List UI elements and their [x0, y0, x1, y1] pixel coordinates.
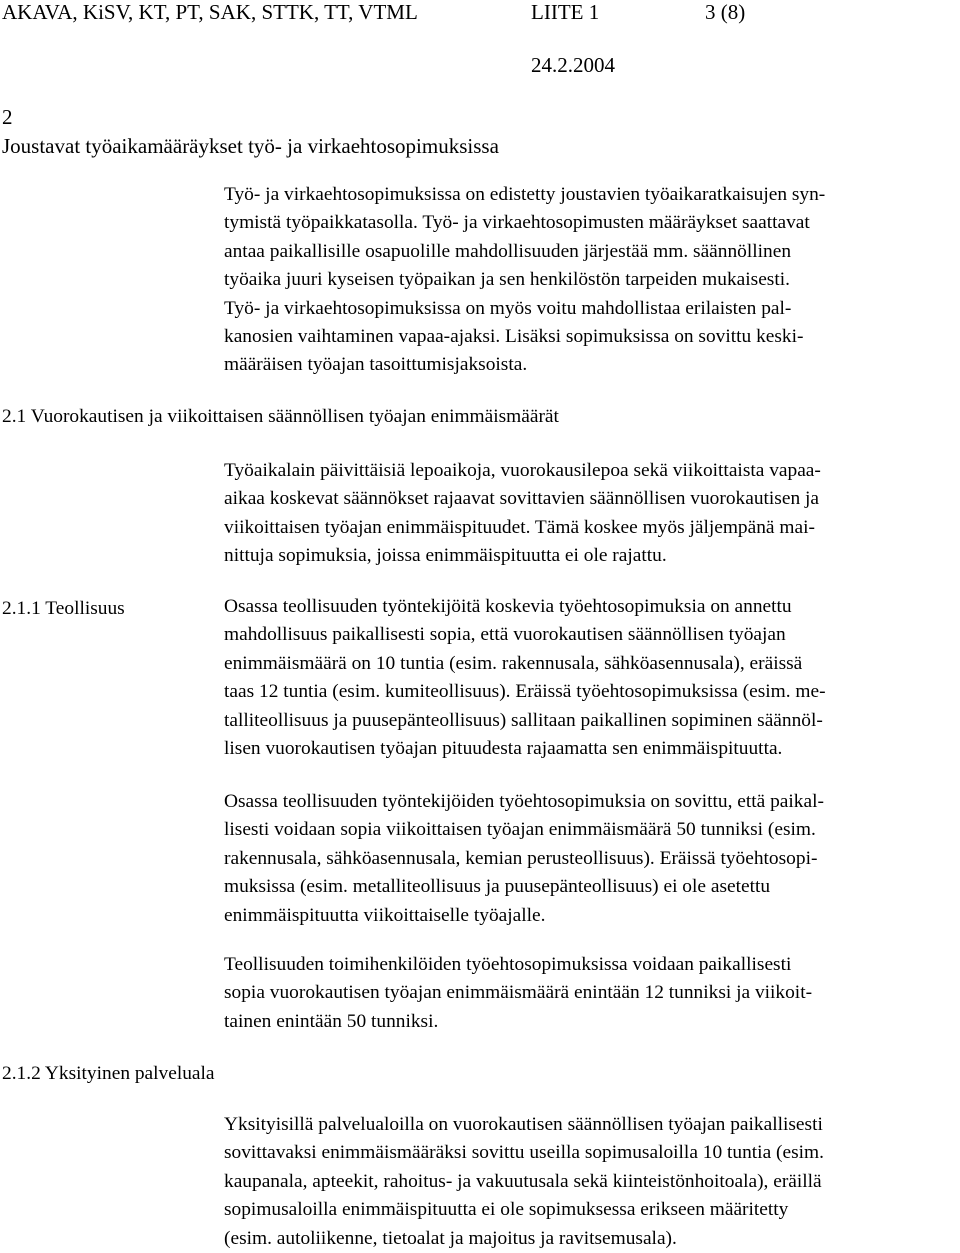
text-line: nittuja sopimuksia, joissa enimmäispituutta ei ole rajattu.	[224, 545, 667, 567]
text-line: Työaikalain päivittäisiä lepoaikoja, vuorokausilepoa sekä viikoittaista vapaa-	[224, 460, 821, 481]
text-line: muksissa (esim. metalliteollisuus ja puusepänteollisuus) ei ole asetettu	[224, 876, 771, 898]
text-line: kanosien vaihtaminen vapaa-ajaksi. Lisäksi sopimuksissa on sovittu keski-	[224, 326, 804, 348]
subsection-intro-paragraph	[224, 457, 821, 571]
text-line: Teollisuuden toimihenkilöiden työehtosopimuksissa voidaan paikallisesti	[224, 954, 792, 975]
text-line: antaa paikallisille osapuolille mahdollisuuden järjestää mm. säännöllinen	[224, 240, 792, 262]
section-intro-paragraph	[224, 181, 825, 380]
text-line: tymistä työpaikkatasolla. Työ- ja virkaehtosopimusten määräykset saattavat	[224, 212, 810, 234]
yksityinen-paragraph-1	[224, 1111, 824, 1253]
header-appendix: LIITE 1	[531, 0, 600, 24]
teollisuus-paragraph-2	[224, 788, 824, 930]
text-line: (esim. autoliikenne, tietoalat ja majoitus ja ravitsemusala).	[224, 1227, 677, 1249]
yksityinen-label: 2.1.2 Yksityinen palveluala	[2, 1063, 215, 1084]
text-line: viikoittaisen työajan enimmäispituudet. Tämä koskee myös jäljempänä mai-	[224, 516, 815, 538]
text-line: rakennusala, sähköasennusala, kemian perusteollisuus). Eräissä työehtosopi-	[224, 847, 818, 869]
text-line: kaupanala, apteekit, rahoitus- ja vakuutusala sekä kiinteistönhoitoala), eräillä	[224, 1170, 822, 1192]
text-line: Yksityisillä palvelualoilla on vuorokautisen säännöllisen työajan paikallisesti	[224, 1114, 823, 1135]
header-organizations: AKAVA, KiSV, KT, PT, SAK, STTK, TT, VTML	[2, 0, 418, 24]
text-line: aikaa koskevat säännökset rajaavat sovittavien säännöllisen vuorokautisen ja	[224, 488, 819, 510]
text-line: tainen enintään 50 tunniksi.	[224, 1010, 439, 1032]
text-line: talliteollisuus ja puusepänteollisuus) sallitaan paikallinen sopiminen säännöl-	[224, 709, 823, 731]
text-line: Osassa teollisuuden työntekijöitä koskevia työehtosopimuksia on annettu	[224, 596, 792, 617]
text-line: taas 12 tuntia (esim. kumiteollisuus). Eräissä työehtosopimuksissa (esim. me-	[224, 681, 826, 703]
text-line: Työ- ja virkaehtosopimuksissa on myös voitu mahdollistaa erilaisten pal-	[224, 297, 792, 319]
header-date: 24.2.2004	[531, 53, 615, 77]
text-line: Työ- ja virkaehtosopimuksissa on edistetty joustavien työaikaratkaisujen syn-	[224, 184, 826, 205]
text-line: sopimusaloilla enimmäispituutta ei ole sopimuksessa erikseen määritetty	[224, 1199, 789, 1221]
section-number: 2	[2, 105, 13, 129]
teollisuus-paragraph-1	[224, 593, 826, 763]
teollisuus-label: 2.1.1 Teollisuus	[2, 598, 125, 619]
subsection-heading: 2.1 Vuorokautisen ja viikoittaisen säännöllisen työajan enimmäismäärät	[2, 406, 559, 427]
text-line: sovittavaksi enimmäismääräksi sovittu useilla sopimusaloilla 10 tuntia (esim.	[224, 1142, 824, 1164]
text-line: lisesti voidaan sopia viikoittaisen työajan enimmäismäärä 50 tunniksi (esim.	[224, 819, 816, 841]
text-line: Osassa teollisuuden työntekijöiden työehtosopimuksia on sovittu, että paikal-	[224, 791, 824, 812]
header-page-number: 3 (8)	[705, 0, 746, 24]
text-line: enimmäispituutta viikoittaiselle työajalle.	[224, 904, 546, 926]
text-line: enimmäismäärä on 10 tuntia (esim. rakennusala, sähköasennusala), eräissä	[224, 652, 803, 674]
text-line: sopia vuorokautisen työajan enimmäismäärä enintään 12 tunniksi ja viikoit-	[224, 982, 813, 1004]
text-line: työaika juuri kyseisen työpaikan ja sen henkilöstön tarpeiden mukaisesti.	[224, 269, 790, 291]
text-line: määräisen työajan tasoittumisjaksoista.	[224, 354, 528, 376]
text-line: lisen vuorokautisen työajan pituudesta rajaamatta sen enimmäispituutta.	[224, 738, 783, 760]
teollisuus-paragraph-3	[224, 951, 812, 1036]
text-line: mahdollisuus paikallisesti sopia, että vuorokautisen säännöllisen työajan	[224, 624, 786, 646]
section-title: Joustavat työaikamääräykset työ- ja virkaehtosopimuksissa	[2, 134, 499, 158]
